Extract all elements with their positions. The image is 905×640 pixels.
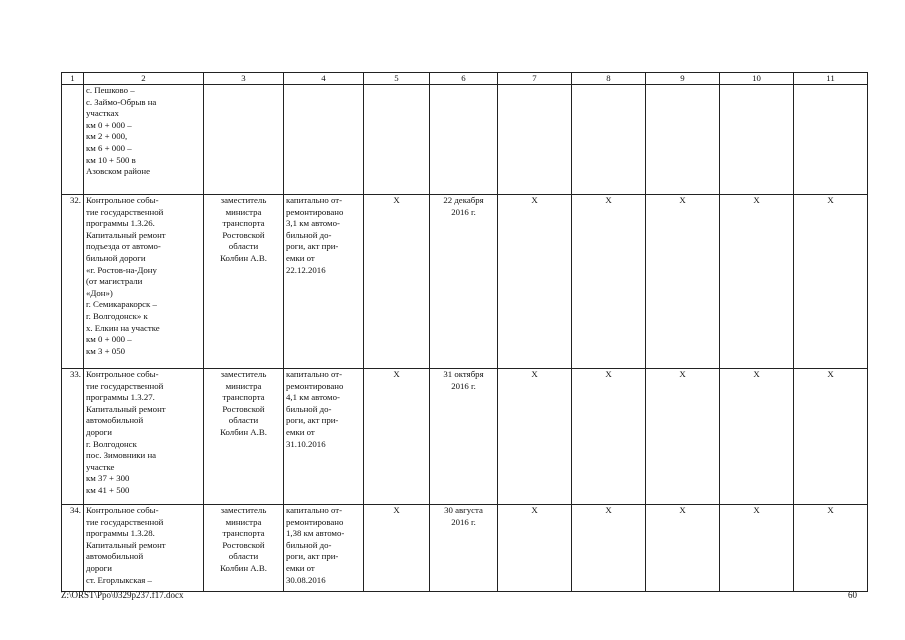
cell-col8: Х	[572, 369, 646, 505]
table-row-32	[62, 195, 868, 369]
row-number-cell: 32.	[62, 195, 84, 369]
row-number-cell: 34.	[62, 505, 84, 592]
table-row-continuation	[62, 85, 868, 195]
cell-col9: Х	[646, 369, 720, 505]
document-table	[61, 72, 868, 592]
cell-col11: Х	[794, 195, 868, 369]
result-cell: капитально от- ремонтировано 1,38 км автомо- бильной до- роги, акт при- емки от 30.08.2016	[284, 505, 364, 592]
column-header: 2	[84, 73, 204, 85]
column-header: 9	[646, 73, 720, 85]
date-cell: 30 августа 2016 г.	[430, 505, 498, 592]
cell-col5: Х	[364, 369, 430, 505]
responsible-cell: заместитель министра транспорта Ростовской области Колбин А.В.	[204, 195, 284, 369]
description-cell: Контрольное собы- тие государственной программы 1.3.26. Капитальный ремонт подъезда от автомо- бильной дороги «г. Ростов-на-Дону (от магистрали «Дон») г. Семикаракорск – г. Волгодонск» к х. Елкин на участке км 0 + 000 – км 3 + 050	[84, 195, 204, 369]
cell-col5: Х	[364, 195, 430, 369]
responsible-cell: заместитель министра транспорта Ростовской области Колбин А.В.	[204, 369, 284, 505]
footer-file-path: Z:\ORST\Ppo\0329p237.f17.docx	[61, 590, 184, 600]
description-cell: Контрольное собы- тие государственной программы 1.3.28. Капитальный ремонт автомобильной дороги ст. Егорлыкская –	[84, 505, 204, 592]
date-cell: 22 декабря 2016 г.	[430, 195, 498, 369]
cell-col7: Х	[498, 195, 572, 369]
cell-col8: Х	[572, 505, 646, 592]
column-header: 10	[720, 73, 794, 85]
table-row-34	[62, 505, 868, 592]
cell-col10	[720, 85, 794, 195]
row-number-cell	[62, 85, 84, 195]
cell-col7: Х	[498, 505, 572, 592]
result-cell	[284, 85, 364, 195]
column-header: 4	[284, 73, 364, 85]
cell-col11: Х	[794, 369, 868, 505]
cell-col9: Х	[646, 505, 720, 592]
cell-col8: Х	[572, 195, 646, 369]
cell-col9: Х	[646, 195, 720, 369]
column-header: 3	[204, 73, 284, 85]
result-cell: капитально от- ремонтировано 4,1 км автомо- бильной до- роги, акт при- емки от 31.10.2016	[284, 369, 364, 505]
table-row-33	[62, 369, 868, 505]
cell-col9	[646, 85, 720, 195]
cell-col11	[794, 85, 868, 195]
date-cell: 31 октября 2016 г.	[430, 369, 498, 505]
header-row	[62, 73, 868, 85]
column-header: 5	[364, 73, 430, 85]
cell-col10: Х	[720, 505, 794, 592]
row-number-cell: 33.	[62, 369, 84, 505]
cell-col7: Х	[498, 369, 572, 505]
result-cell: капитально от- ремонтировано 3,1 км автомо- бильной до- роги, акт при- емки от 22.12.2016	[284, 195, 364, 369]
cell-col11: Х	[794, 505, 868, 592]
responsible-cell: заместитель министра транспорта Ростовской области Колбин А.В.	[204, 505, 284, 592]
responsible-cell	[204, 85, 284, 195]
page-number: 60	[848, 590, 857, 600]
cell-col5	[364, 85, 430, 195]
cell-col10: Х	[720, 369, 794, 505]
column-header: 7	[498, 73, 572, 85]
cell-col5: Х	[364, 505, 430, 592]
cell-col8	[572, 85, 646, 195]
cell-col10: Х	[720, 195, 794, 369]
cell-col7	[498, 85, 572, 195]
description-cell: Контрольное собы- тие государственной программы 1.3.27. Капитальный ремонт автомобильной дороги г. Волгодонск пос. Зимовники на участке км 37 + 300 км 41 + 500	[84, 369, 204, 505]
column-header: 1	[62, 73, 84, 85]
column-header: 8	[572, 73, 646, 85]
date-cell	[430, 85, 498, 195]
column-header: 11	[794, 73, 868, 85]
column-header: 6	[430, 73, 498, 85]
description-cell: с. Пешково – с. Займо-Обрыв на участках км 0 + 000 – км 2 + 000, км 6 + 000 – км 10 + 500 в Азовском районе	[84, 85, 204, 195]
